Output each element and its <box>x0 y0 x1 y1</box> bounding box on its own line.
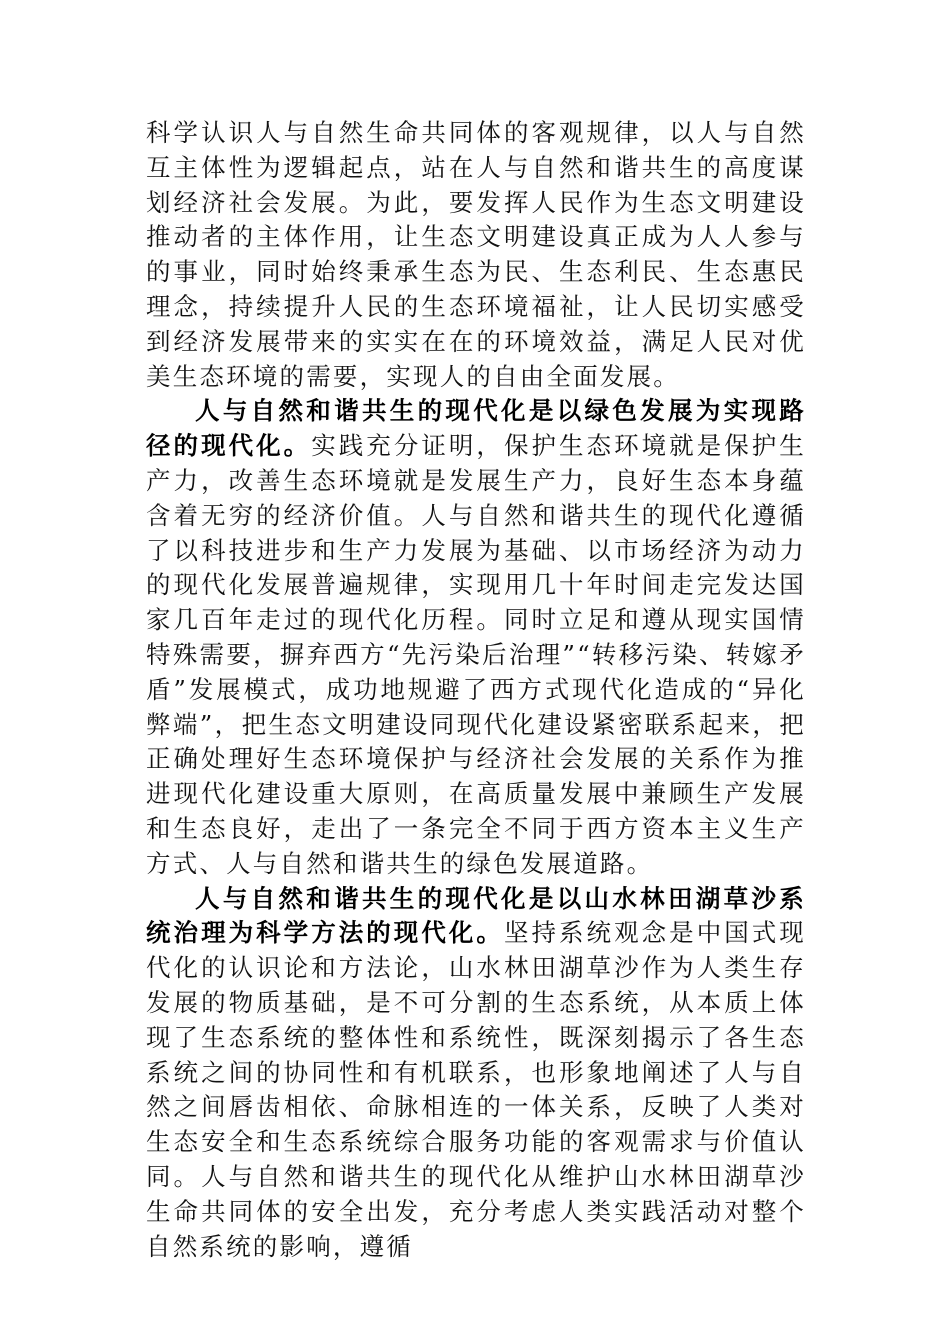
paragraph-lead-bold: 人与自然和谐共生的现代化是以绿色发展为实现路径的现代化。 <box>146 396 806 461</box>
paragraph-continued <box>146 116 806 394</box>
paragraph-green-development <box>146 394 806 881</box>
body-text <box>146 116 806 1264</box>
paragraph-body: 实践充分证明，保护生态环境就是保护生产力，改善生态环境就是发展生产力，良好生态本身蕴含着无穷的经济价值。人与自然和谐共生的现代化遵循了以科技进步和生产力发展为基础、以市场经济为动力的现代化发展普遍规律，实现用几十年时间走完发达国家几百年走过的现代化历程。同时立足和遵从现实国情特殊需要，摒弃西方“先污染后治理”“转移污染、转嫁矛盾”发展模式，成功地规避了西方式现代化造成的“异化弊端”，把生态文明建设同现代化建设紧密联系起来，把正确处理好生态环境保护与经济社会发展的关系作为推进现代化建设重大原则，在高质量发展中兼顾生产发展和生态良好，走出了一条完全不同于西方资本主义生产方式、人与自然和谐共生的绿色发展道路。 <box>146 431 806 878</box>
paragraph-lead-bold: 人与自然和谐共生的现代化是以山水林田湖草沙系统治理为科学方法的现代化。 <box>146 883 806 948</box>
paragraph-system-governance <box>146 882 806 1265</box>
paragraph-body: 科学认识人与自然生命共同体的客观规律，以人与自然互主体性为逻辑起点，站在人与自然和谐共生的高度谋划经济社会发展。为此，要发挥人民作为生态文明建设推动者的主体作用，让生态文明建设真正成为人人参与的事业，同时始终秉承生态为民、生态利民、生态惠民理念，持续提升人民的生态环境福祉，让人民切实感受到经济发展带来的实实在在的环境效益，满足人民对优美生态环境的需要，实现人的自由全面发展。 <box>146 118 806 391</box>
paragraph-body: 坚持系统观念是中国式现代化的认识论和方法论，山水林田湖草沙作为人类生存发展的物质基础，是不可分割的生态系统，从本质上体现了生态系统的整体性和系统性，既深刻揭示了各生态系统之间的协同性和有机联系，也形象地阐述了人与自然之间唇齿相依、命脉相连的一体关系，反映了人类对生态安全和生态系统综合服务功能的客观需求与价值认同。人与自然和谐共生的现代化从维护山水林田湖草沙生命共同体的安全出发，充分考虑人类实践活动对整个自然系统的影响，遵循 <box>146 918 806 1261</box>
